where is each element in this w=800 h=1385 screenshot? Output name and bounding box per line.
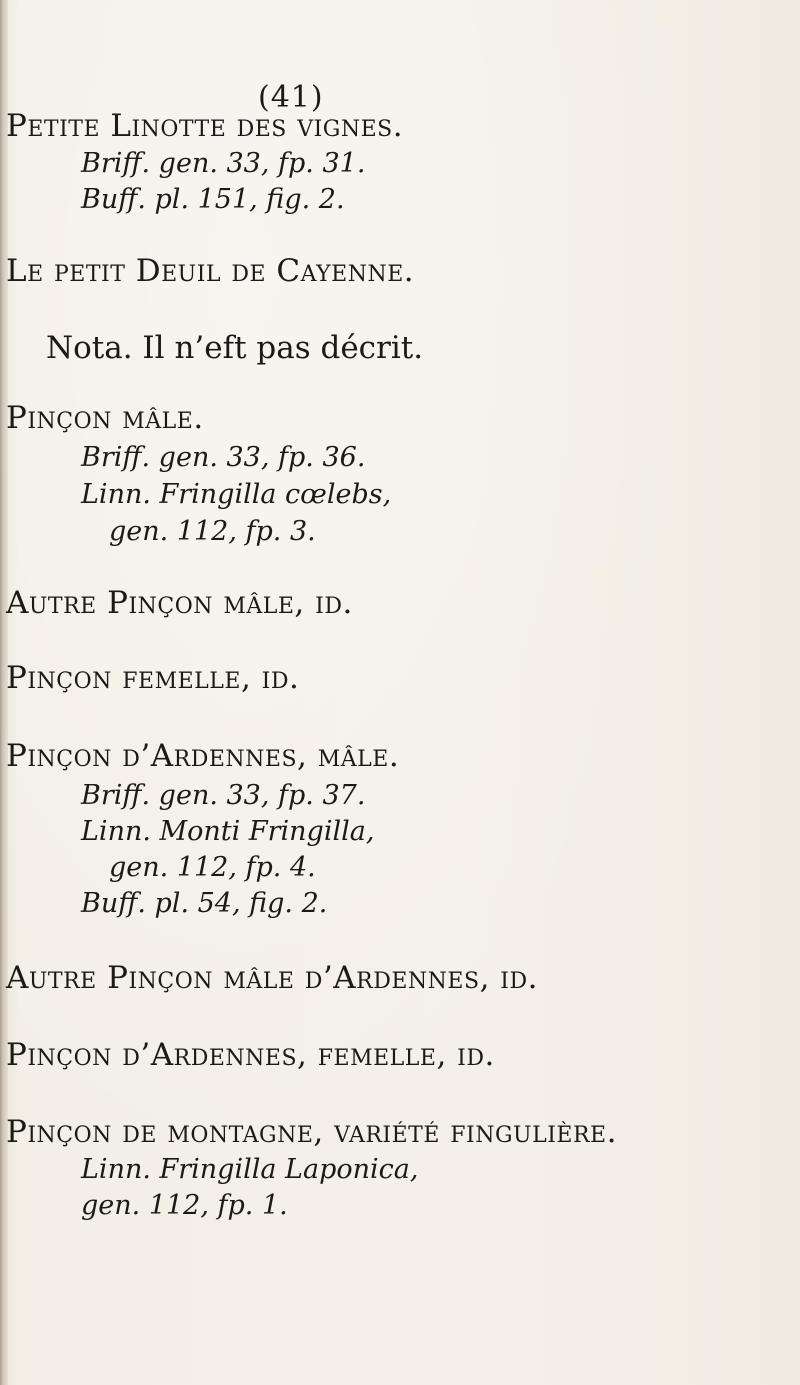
entry-reference: gen. 112, fp. 4. bbox=[109, 852, 316, 883]
entry-reference: Buff. pl. 151, fig. 2. bbox=[81, 184, 345, 215]
entry-reference: Linn. Fringilla cœlebs, bbox=[81, 479, 392, 510]
entry-heading: Le petit Deuil de Cayenne. bbox=[6, 253, 415, 289]
entry-reference: Briff. gen. 33, fp. 31. bbox=[81, 148, 366, 179]
page-number: (41) bbox=[258, 80, 324, 115]
entry-reference: Briff. gen. 33, fp. 36. bbox=[81, 442, 366, 473]
entry-heading: Pinçon d’Ardennes, mâle. bbox=[6, 738, 400, 774]
entry-note: Nota. Il n’eft pas décrit. bbox=[46, 330, 424, 366]
entry-reference: Linn. Monti Fringilla, bbox=[81, 816, 375, 847]
entry-heading: Pinçon femelle, id. bbox=[6, 660, 300, 696]
entry-heading: Pinçon de montagne, variété fingulière. bbox=[6, 1114, 617, 1150]
entry-reference: gen. 112, fp. 3. bbox=[109, 516, 316, 547]
entry-heading: Autre Pinçon mâle, id. bbox=[6, 585, 353, 621]
entry-reference: Briff. gen. 33, fp. 37. bbox=[81, 780, 366, 811]
entry-heading: Autre Pinçon mâle d’Ardennes, id. bbox=[6, 960, 538, 996]
entry-reference: Linn. Fringilla Laponica, bbox=[81, 1154, 419, 1185]
entry-reference: gen. 112, fp. 1. bbox=[81, 1190, 288, 1221]
entry-heading: Pinçon mâle. bbox=[6, 400, 204, 436]
entry-heading: Petite Linotte des vignes. bbox=[6, 108, 404, 144]
entry-reference: Buff. pl. 54, fig. 2. bbox=[81, 888, 328, 919]
entry-heading: Pinçon d’Ardennes, femelle, id. bbox=[6, 1037, 495, 1073]
